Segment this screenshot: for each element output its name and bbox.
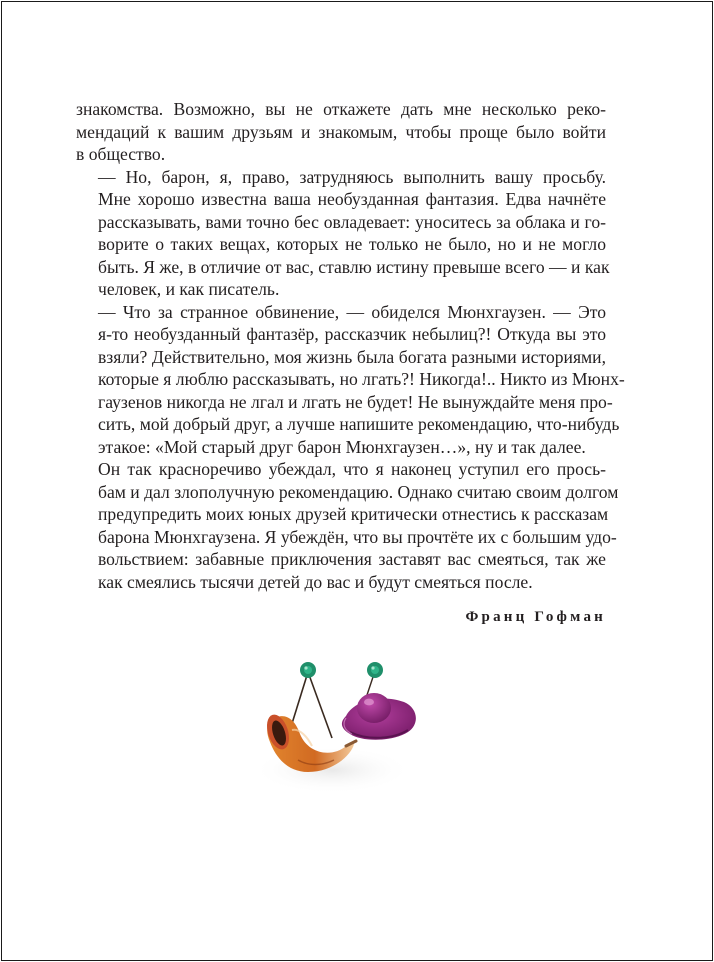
text-line: быть. Я же, в отличие от вас, ставлю истину превыше всего — и как	[98, 256, 610, 277]
text-line: как смеялись тысячи детей до вас и будут смеяться после.	[98, 571, 533, 592]
text-line: этакое: «Мой старый друг барон Мюнхгаузен…», ну и так далее.	[98, 436, 586, 457]
text-line: предупредить моих юных друзей критически отнестись к рассказам	[98, 504, 609, 524]
paragraph	[76, 166, 610, 301]
text-line: которые я люблю рассказывать, но лгать?! Никогда!.. Никто из Мюнх-	[98, 369, 625, 389]
text-line: гаузенов никогда не лгал и лгать не будет! Не вынуждайте меня про-	[98, 391, 613, 412]
text-line: Он так красноречиво убеждал, что я наконец уступил его прось-	[98, 459, 606, 479]
text-line: вольствием: забавные приключения заставят вас смеяться, так же	[98, 549, 606, 569]
text-line: Мне хорошо известна ваша необузданная фантазия. Едва начнёте	[98, 189, 606, 209]
text-line: — Что за странное обвинение, — обиделся Мюнхгаузен. — Это	[98, 301, 606, 322]
author-signature: Франц Гофман	[465, 609, 606, 625]
book-page	[1, 1, 713, 961]
text-line: я-то необузданный фантазёр, рассказчик небылиц?! Откуда вы это	[98, 324, 606, 344]
illustration-svg	[242, 650, 432, 810]
text-line: ворите о таких вещах, которых не только не было, но и не могло	[98, 234, 606, 254]
text-line: в общество.	[76, 144, 166, 164]
body-text	[76, 98, 625, 593]
text-line: — Но, барон, я, право, затрудняюсь выполнить вашу просьбу.	[98, 166, 606, 187]
hat-icon	[342, 693, 416, 740]
text-line: барона Мюнхгаузена. Я убеждён, что вы прочтёте их с большим удо-	[98, 526, 617, 547]
paragraph	[76, 301, 625, 459]
text-line: человек, и как писатель.	[98, 279, 280, 299]
text-line: мендаций к вашим друзьям и знакомым, чтобы проще было войти	[76, 121, 606, 142]
paragraph	[76, 458, 619, 593]
green-peg-icon	[367, 662, 383, 678]
text-line: рассказывать, вами точно бес овладевает: уноситесь за облака и го-	[98, 211, 606, 232]
text-line: бам и дал злополучную рекомендацию. Однако считаю своим долгом	[98, 481, 619, 502]
horn-and-hat-illustration	[242, 650, 432, 810]
paragraph	[76, 98, 606, 166]
text-line: взяли? Действительно, моя жизнь была богата разными историями,	[98, 346, 606, 367]
text-line: сить, мой добрый друг, а лучше напишите рекомендацию, что-нибудь	[98, 414, 620, 434]
text-line: знакомства. Возможно, вы не откажете дать мне несколько реко-	[76, 99, 606, 119]
horn-string-2	[308, 672, 332, 738]
green-peg-icon	[300, 662, 316, 678]
